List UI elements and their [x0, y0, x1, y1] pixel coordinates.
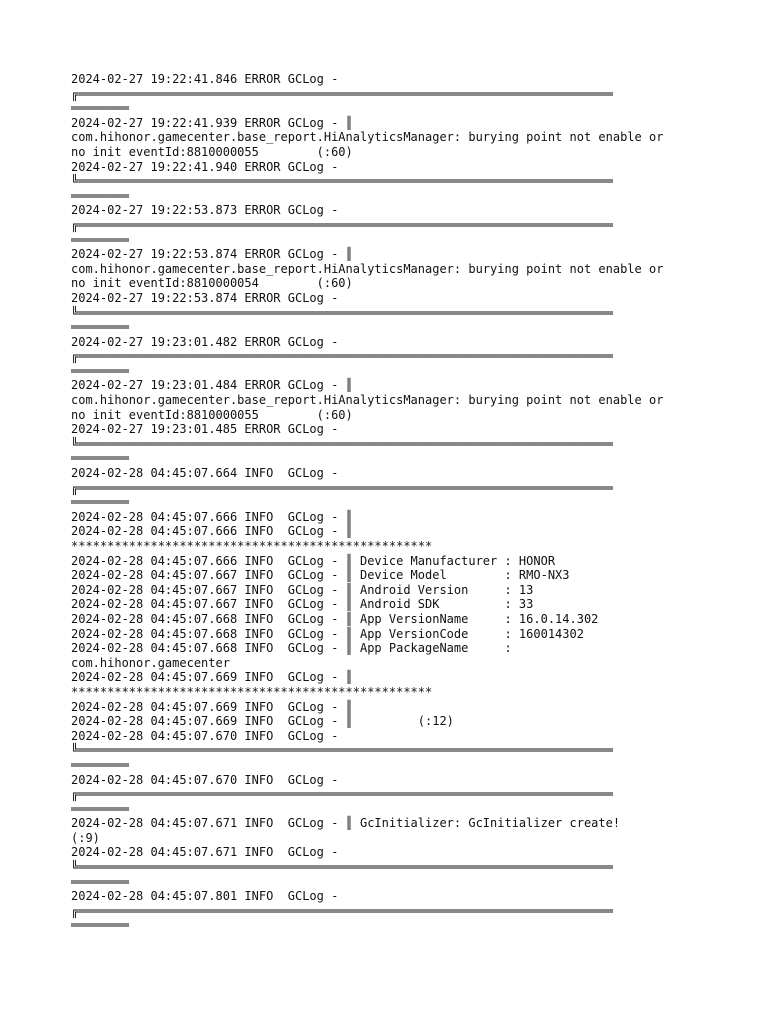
log-line: ╚══════════════════════════════════════════════════════════════════════════ [71, 305, 613, 320]
log-line: (:9) [71, 830, 100, 845]
log-line: ╔══════════════════════════════════════════════════════════════════════════ [71, 903, 613, 918]
log-line: 2024-02-27 19:22:41.940 ERROR GCLog - [71, 159, 339, 174]
log-line: ════════ [71, 451, 129, 466]
log-line: ************************************************** [71, 684, 433, 699]
log-line: 2024-02-28 04:45:07.667 INFO GCLog - ║ Android Version : 13 [71, 582, 534, 597]
log-line: ╔══════════════════════════════════════════════════════════════════════════ [71, 480, 613, 495]
log-line: 2024-02-28 04:45:07.666 INFO GCLog - ║ Device Manufacturer : HONOR [71, 553, 556, 568]
log-line: 2024-02-27 19:23:01.482 ERROR GCLog - [71, 334, 339, 349]
log-line: ╚══════════════════════════════════════════════════════════════════════════ [71, 743, 613, 758]
log-line: ╔══════════════════════════════════════════════════════════════════════════ [71, 787, 613, 802]
log-line: com.hihonor.gamecenter.base_report.HiAnalyticsManager: burying point not enable or [71, 130, 664, 145]
log-page [71, 72, 698, 933]
log-line: 2024-02-28 04:45:07.666 INFO GCLog - ║ [71, 524, 353, 539]
log-line: ╚══════════════════════════════════════════════════════════════════════════ [71, 860, 613, 875]
log-line: 2024-02-27 19:22:53.873 ERROR GCLog - [71, 203, 339, 218]
log-line: ════════ [71, 232, 129, 247]
log-line: 2024-02-28 04:45:07.664 INFO GCLog - [71, 466, 339, 481]
log-line: ╔══════════════════════════════════════════════════════════════════════════ [71, 349, 613, 364]
log-line: no init eventId:8810000055 (:60) [71, 407, 353, 422]
log-line: com.hihonor.gamecenter.base_report.HiAnalyticsManager: burying point not enable or [71, 393, 664, 408]
log-line: ************************************************** [71, 539, 433, 553]
log-line: 2024-02-28 04:45:07.670 INFO GCLog - [71, 728, 339, 743]
log-line: 2024-02-28 04:45:07.669 INFO GCLog - ║ (:12) [71, 714, 454, 729]
log-line: 2024-02-27 19:22:53.874 ERROR GCLog - [71, 290, 339, 305]
log-line: ╔══════════════════════════════════════════════════════════════════════════ [71, 217, 613, 232]
log-line: 2024-02-28 04:45:07.668 INFO GCLog - ║ App VersionCode : 160014302 [71, 626, 584, 641]
log-line: 2024-02-28 04:45:07.671 INFO GCLog - [71, 845, 339, 860]
log-line: ════════ [71, 101, 129, 116]
log-line: ╔══════════════════════════════════════════════════════════════════════════ [71, 86, 613, 101]
log-line: 2024-02-27 19:22:41.846 ERROR GCLog - [71, 72, 339, 86]
log-line: 2024-02-28 04:45:07.667 INFO GCLog - ║ Device Model : RMO-NX3 [71, 568, 570, 583]
log-line: com.hihonor.gamecenter [71, 655, 230, 670]
log-line: 2024-02-27 19:23:01.484 ERROR GCLog - ║ [71, 378, 353, 393]
log-line: ════════ [71, 918, 129, 933]
log-line: 2024-02-28 04:45:07.668 INFO GCLog - ║ App VersionName : 16.0.14.302 [71, 611, 599, 626]
log-line: 2024-02-28 04:45:07.801 INFO GCLog - [71, 889, 339, 904]
log-line: ╚══════════════════════════════════════════════════════════════════════════ [71, 436, 613, 451]
log-text [71, 72, 698, 933]
log-line: 2024-02-28 04:45:07.666 INFO GCLog - ║ [71, 509, 353, 524]
log-line: 2024-02-27 19:23:01.485 ERROR GCLog - [71, 422, 339, 437]
log-line: ════════ [71, 188, 129, 203]
log-line: ════════ [71, 495, 129, 510]
log-line: ════════ [71, 320, 129, 335]
log-line: ════════ [71, 757, 129, 772]
log-line: ╚══════════════════════════════════════════════════════════════════════════ [71, 174, 613, 189]
log-line: ════════ [71, 874, 129, 889]
log-line: no init eventId:8810000054 (:60) [71, 276, 353, 291]
log-line: com.hihonor.gamecenter.base_report.HiAnalyticsManager: burying point not enable or [71, 261, 664, 276]
log-line: no init eventId:8810000055 (:60) [71, 144, 353, 159]
log-line: 2024-02-28 04:45:07.668 INFO GCLog - ║ App PackageName : [71, 641, 512, 656]
log-line: 2024-02-28 04:45:07.671 INFO GCLog - ║ GcInitializer: GcInitializer create! [71, 816, 621, 831]
log-line: 2024-02-28 04:45:07.669 INFO GCLog - ║ [71, 699, 353, 714]
log-line: 2024-02-28 04:45:07.670 INFO GCLog - [71, 772, 339, 787]
log-line: ════════ [71, 363, 129, 378]
log-line: 2024-02-27 19:22:41.939 ERROR GCLog - ║ [71, 115, 353, 130]
log-line: 2024-02-28 04:45:07.669 INFO GCLog - ║ [71, 670, 353, 685]
log-line: 2024-02-28 04:45:07.667 INFO GCLog - ║ Android SDK : 33 [71, 597, 534, 612]
log-line: ════════ [71, 801, 129, 816]
log-line: 2024-02-27 19:22:53.874 ERROR GCLog - ║ [71, 247, 353, 262]
